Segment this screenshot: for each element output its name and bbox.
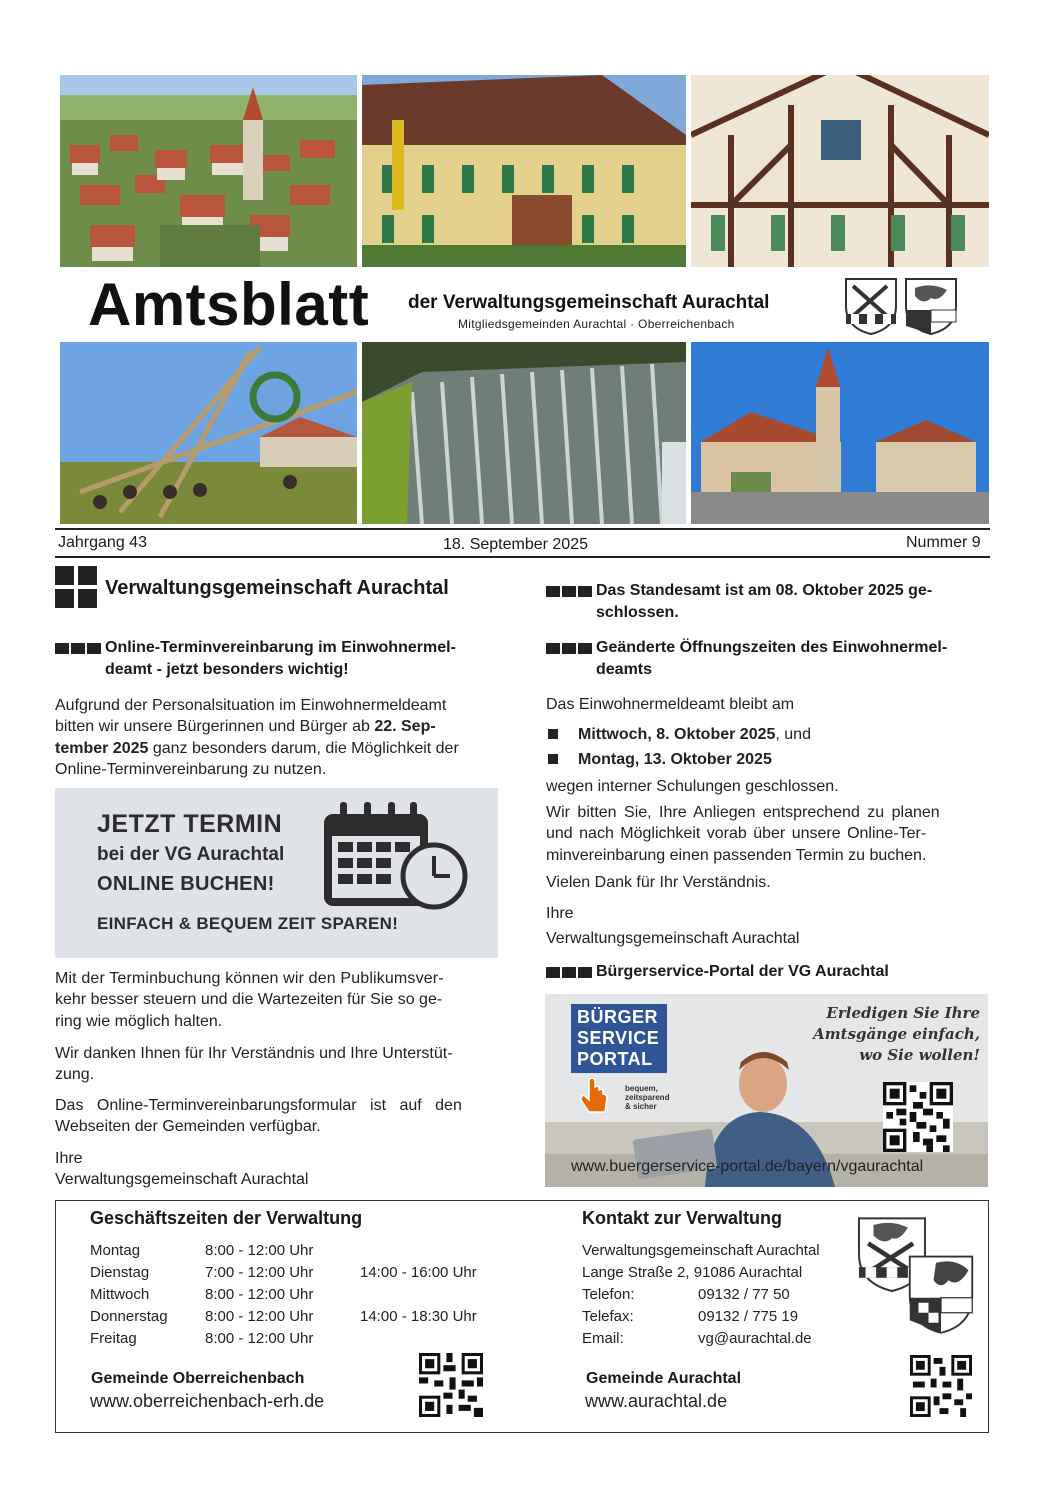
hours-day: Freitag: [90, 1330, 137, 1347]
banner-line-3: ONLINE BUCHEN!: [97, 873, 275, 895]
article-marker-icon: [546, 967, 592, 978]
issue-number: Nummer 9: [906, 534, 981, 551]
para4-line-2: Webseiten der Gemeinden verfügbar.: [55, 1118, 321, 1135]
article-title-oeffnungszeiten: Geänderte Öffnungszeiten des Einwohnermel- deamts: [596, 639, 948, 678]
intro-line-3: tember 2025 ganz besonders darum, die Möglichkeit der: [55, 740, 459, 757]
para3-line-2: zung.: [55, 1066, 95, 1083]
contact-name: Verwaltungsgemeinschaft Aurachtal: [582, 1242, 820, 1259]
left-sign-1: Ihre: [55, 1150, 83, 1167]
para2-line-3: ring wie möglich halten.: [55, 1013, 223, 1030]
calendar-clock-icon: [320, 800, 470, 912]
crest-aurachtal-icon: [843, 276, 899, 336]
muni2-qr-code-icon[interactable]: [910, 1355, 972, 1417]
muni2-url-link[interactable]: www.aurachtal.de: [585, 1391, 728, 1411]
article-marker-icon: [546, 643, 592, 654]
para2-line-2: kehr besser steuern und die Wartezeiten für Sie so ge-: [55, 991, 443, 1008]
masthead-title: Amtsblatt: [88, 271, 370, 338]
portal-logo: BÜRGER SERVICE PORTAL bequem, zeitsparend & sicher: [571, 1004, 667, 1073]
closure-intro: Das Einwohnermeldeamt bleibt am: [546, 696, 795, 713]
crest-oberreichenbach-icon: [903, 276, 959, 336]
hours-day: Montag: [90, 1242, 141, 1259]
portal-qr-code-icon[interactable]: [883, 1082, 953, 1152]
footer-crest-oberreichenbach-icon: [906, 1252, 976, 1336]
header-photo-church: [691, 342, 989, 524]
hours-pm: 14:00 - 16:00 Uhr: [360, 1264, 477, 1281]
para4-line-1: Das Online-Terminvereinbarungsformular ist auf den: [55, 1097, 462, 1114]
phone-label: Telefon:: [582, 1286, 635, 1303]
intro-line-1: Aufgrund der Personalsituation im Einwohnermeldeamt: [55, 697, 447, 714]
bullet-icon: [548, 729, 558, 739]
portal-url-link[interactable]: www.buergerservice-portal.de/bayern/vgaurachtal: [571, 1158, 924, 1175]
bullet-icon: [548, 754, 558, 764]
header-photo-maypole: [60, 342, 357, 524]
left-sign-2: Verwaltungsgemeinschaft Aurachtal: [55, 1171, 309, 1188]
masthead-subtitle: der Verwaltungsgemeinschaft Aurachtal: [408, 292, 770, 313]
muni1-qr-code-icon[interactable]: [419, 1353, 483, 1417]
phone-value[interactable]: 09132 / 77 50: [698, 1286, 790, 1303]
intro-line-2: bitten wir unsere Bürgerinnen und Bürger ab 22. Sep-: [55, 718, 436, 735]
article-title-online-termin: Online-Terminvereinbarung im Einwohnermel- deamt - jetzt besonders wichtig!: [105, 639, 456, 678]
closure-date-2: Montag, 13. Oktober 2025: [578, 751, 772, 768]
hours-pm: 14:00 - 18:30 Uhr: [360, 1308, 477, 1325]
para3-line-1: Wir danken Ihnen für Ihr Verständnis und Ihre Unterstüt-: [55, 1045, 453, 1062]
closure-para-1: Wir bitten Sie, Ihre Anliegen entsprechend zu planen: [546, 804, 940, 821]
issue-volume: Jahrgang 43: [58, 534, 147, 551]
contact-title: Kontakt zur Verwaltung: [582, 1208, 783, 1228]
hours-day: Donnerstag: [90, 1308, 168, 1325]
closure-date-1: Mittwoch, 8. Oktober 2025, und: [578, 726, 811, 743]
buergerservice-portal-banner[interactable]: [545, 994, 988, 1187]
masthead-members: Mitgliedsgemeinden Aurachtal · Oberreichenbach: [458, 317, 735, 331]
hours-am: 8:00 - 12:00 Uhr: [205, 1330, 314, 1347]
section-grid-icon: [55, 566, 97, 608]
banner-line-1: JETZT TERMIN: [97, 810, 283, 838]
hours-day: Mittwoch: [90, 1286, 150, 1303]
article-title-standesamt: Das Standesamt ist am 08. Oktober 2025 ge- schlossen.: [596, 582, 933, 621]
para2-line-1: Mit der Terminbuchung können wir den Publikumsver-: [55, 970, 444, 987]
fax-value: 09132 / 775 19: [698, 1308, 799, 1325]
header-photo-castle: [362, 75, 686, 267]
article-marker-icon: [55, 643, 101, 654]
portal-logo-line-1: BÜRGER: [577, 1007, 659, 1027]
banner-line-2: bei der VG Aurachtal: [97, 844, 285, 865]
right-sign-1: Ihre: [546, 905, 574, 922]
muni1-url-link[interactable]: www.oberreichenbach-erh.de: [90, 1391, 325, 1411]
pointer-hand-icon: [577, 1078, 611, 1118]
contact-street: Lange Straße 2, 91086 Aurachtal: [582, 1264, 803, 1281]
muni1-name: Gemeinde Oberreichenbach: [91, 1370, 305, 1387]
banner-line-4: EINFACH & BEQUEM ZEIT SPAREN!: [97, 914, 399, 933]
fax-label: Telefax:: [582, 1308, 634, 1325]
closure-para-2: und nach Möglichkeit vorab über unsere Online-Ter-: [546, 825, 927, 842]
muni2-name: Gemeinde Aurachtal: [586, 1370, 742, 1387]
portal-logo-line-3: PORTAL: [577, 1049, 653, 1069]
closure-para-3: minvereinbarung einen passenden Termin zu buchen.: [546, 847, 927, 864]
hours-am: 8:00 - 12:00 Uhr: [205, 1308, 314, 1325]
hours-day: Dienstag: [90, 1264, 150, 1281]
article-marker-icon: [546, 586, 592, 597]
hours-am: 8:00 - 12:00 Uhr: [205, 1286, 314, 1303]
intro-line-4: Online-Terminvereinbarung zu nutzen.: [55, 761, 327, 778]
hours-title: Geschäftszeiten der Verwaltung: [90, 1208, 363, 1228]
email-link[interactable]: vg@aurachtal.de: [698, 1330, 812, 1347]
portal-logo-line-2: SERVICE: [577, 1028, 660, 1048]
issue-date: 18. September 2025: [443, 536, 588, 553]
closure-thanks: Vielen Dank für Ihr Verständnis.: [546, 874, 771, 891]
article-title-portal: Bürgerservice-Portal der VG Aurachtal: [596, 963, 889, 980]
issue-rule-top: [55, 528, 990, 530]
email-label: Email:: [582, 1330, 624, 1347]
portal-claim: Erledigen Sie Ihre Amtsgänge einfach, wo Sie wollen!: [813, 1004, 980, 1064]
right-sign-2: Verwaltungsgemeinschaft Aurachtal: [546, 930, 800, 947]
hours-am: 7:00 - 12:00 Uhr: [205, 1264, 314, 1281]
issue-rule-bottom: [55, 556, 990, 558]
header-photo-timber-house: [691, 75, 989, 267]
hours-am: 8:00 - 12:00 Uhr: [205, 1242, 314, 1259]
section-title: Verwaltungsgemeinschaft Aurachtal: [105, 577, 449, 599]
closure-reason: wegen interner Schulungen geschlossen.: [546, 778, 839, 795]
online-termin-banner[interactable]: [55, 788, 498, 958]
header-photo-waterfall: [362, 342, 686, 524]
header-photo-village-aerial: [60, 75, 357, 267]
